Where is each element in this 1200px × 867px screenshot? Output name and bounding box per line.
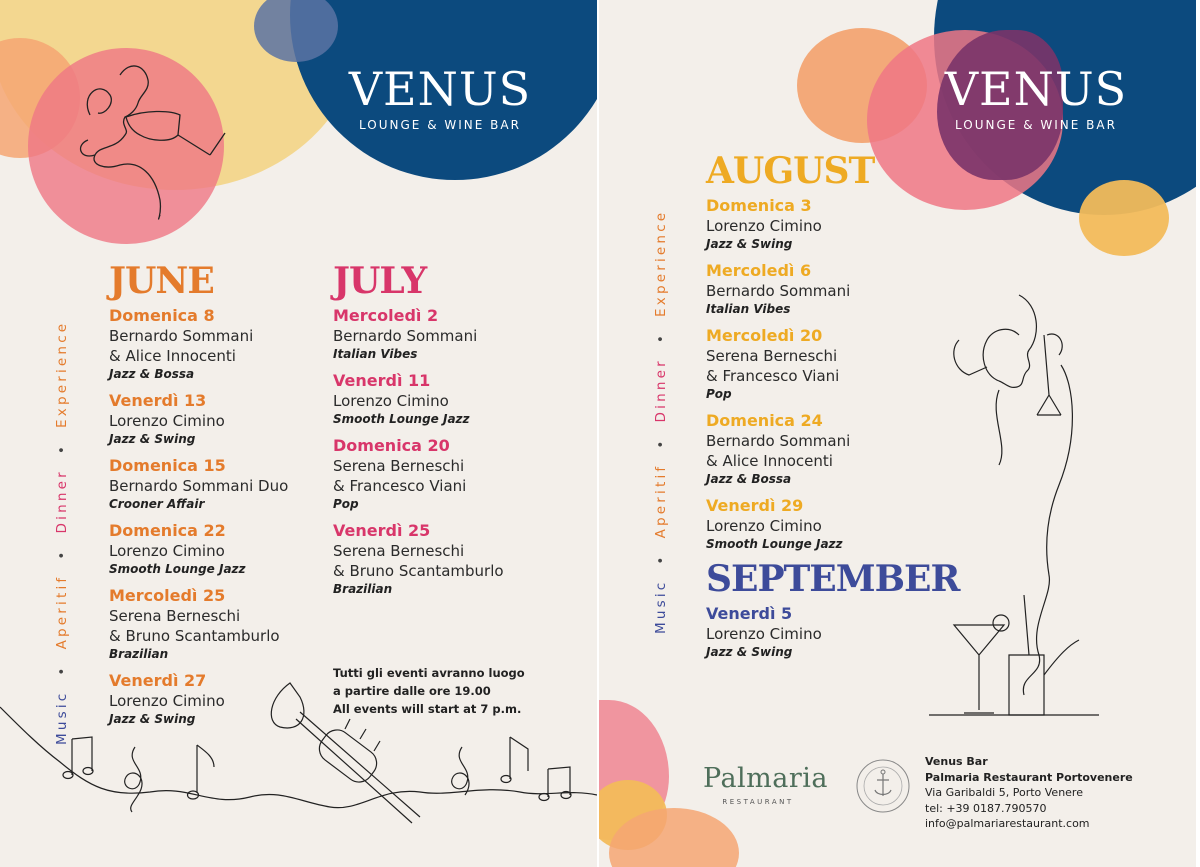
event-artist: Bernardo Sommani — [333, 327, 478, 345]
event-date — [706, 496, 936, 516]
event-day: Venerdì — [706, 604, 776, 623]
event-genre: Jazz & Swing — [109, 712, 196, 726]
event-item — [109, 456, 319, 512]
event-day: Mercoledì — [109, 586, 198, 605]
event-genre: Jazz & Bossa — [706, 472, 792, 486]
note-line-3b: 7 p.m. — [480, 702, 522, 716]
event-date — [333, 371, 563, 391]
tagline-experience: Experience — [653, 209, 669, 317]
contact-phone[interactable]: tel: +39 0187.790570 — [925, 801, 1047, 815]
event-genre: Jazz & Bossa — [109, 367, 195, 381]
event-genre: Brazilian — [109, 647, 169, 661]
event-date — [333, 436, 563, 456]
event-day: Domenica — [706, 411, 795, 430]
event-item — [706, 261, 936, 317]
event-artist: Lorenzo Cimino — [109, 412, 225, 430]
event-artist: & Bruno Scantamburlo — [333, 562, 504, 580]
event-genre: Italian Vibes — [706, 302, 791, 316]
event-day: Venerdì — [706, 496, 776, 515]
month-title-august: AUGUST — [706, 150, 875, 192]
event-day-number: 8 — [203, 306, 215, 325]
event-genre: Jazz & Swing — [706, 645, 793, 659]
palmaria-restaurant-label: RESTAURANT — [722, 798, 794, 806]
event-artist: Serena Berneschi — [333, 457, 465, 475]
event-item — [109, 521, 319, 577]
brand-subtitle: LOUNGE & WINE BAR — [359, 118, 521, 132]
brand-logo — [926, 62, 1146, 132]
event-genre: Jazz & Swing — [109, 432, 196, 446]
event-item — [706, 326, 936, 402]
event-artist: & Alice Innocenti — [109, 347, 236, 365]
event-day-number: 20 — [800, 326, 823, 345]
event-date — [109, 586, 319, 606]
event-day: Mercoledì — [706, 261, 795, 280]
tagline-dinner: Dinner — [653, 358, 669, 423]
contact-email[interactable]: info@palmariarestaurant.com — [925, 817, 1090, 830]
event-artist: Lorenzo Cimino — [706, 217, 822, 235]
event-day-number: 6 — [800, 261, 812, 280]
event-artist: & Francesco Viani — [333, 477, 467, 495]
event-genre: Smooth Lounge Jazz — [333, 412, 470, 426]
month-title-july: JULY — [333, 260, 427, 302]
palmaria-wordmark: Palmaria — [703, 763, 829, 794]
event-artist: Lorenzo Cimino — [706, 517, 822, 535]
event-day: Domenica — [109, 306, 198, 325]
event-artist: Bernardo Sommani — [706, 282, 851, 300]
august-events — [706, 196, 936, 552]
contact-name: Venus Bar — [925, 755, 988, 768]
event-artist: Bernardo Sommani — [109, 327, 254, 345]
event-date — [706, 261, 936, 281]
event-artist: Serena Berneschi — [109, 607, 241, 625]
event-day-number: 29 — [781, 496, 804, 515]
left-page — [0, 0, 597, 867]
event-day-number: 5 — [781, 604, 793, 623]
event-day-number: 15 — [203, 456, 226, 475]
tagline-aperitif: Aperitif — [54, 574, 70, 650]
august-column — [706, 152, 936, 561]
event-day-number: 27 — [184, 671, 207, 690]
event-day-number: 2 — [427, 306, 439, 325]
right-page — [599, 0, 1196, 867]
note-line-1: Tutti gli eventi avranno luogo — [333, 666, 525, 680]
event-genre: Italian Vibes — [333, 347, 418, 361]
event-artist: & Francesco Viani — [706, 367, 840, 385]
contact-info — [925, 754, 1155, 832]
note-line-2b: dalle ore 19.00 — [393, 684, 491, 698]
event-artist: Bernardo Sommani Duo — [109, 477, 289, 495]
vertical-tagline: Music • Aperitif • Dinner • Experience — [653, 209, 669, 634]
event-item — [109, 391, 319, 447]
brand-name: VENUS — [944, 62, 1128, 116]
event-date — [109, 306, 319, 326]
event-item — [706, 496, 936, 552]
event-date — [333, 521, 563, 541]
event-day: Venerdì — [333, 371, 403, 390]
event-item — [706, 196, 936, 252]
event-day-number: 20 — [427, 436, 450, 455]
event-day: Mercoledì — [333, 306, 422, 325]
event-day-number: 25 — [203, 586, 226, 605]
tagline-dinner: Dinner — [54, 469, 70, 534]
event-day-number: 25 — [408, 521, 431, 540]
event-day: Domenica — [706, 196, 795, 215]
event-artist: Lorenzo Cimino — [109, 542, 225, 560]
grand-hotel-seal — [855, 758, 911, 814]
event-item — [109, 586, 319, 662]
brand-name: VENUS — [348, 62, 532, 116]
event-artist: & Alice Innocenti — [706, 452, 833, 470]
tagline-experience: Experience — [54, 320, 70, 428]
event-artist: & Bruno Scantamburlo — [109, 627, 280, 645]
event-day-number: 13 — [184, 391, 207, 410]
brand-logo — [330, 62, 550, 132]
event-day: Domenica — [333, 436, 422, 455]
tagline-music: Music — [653, 579, 669, 634]
contact-restaurant: Palmaria Restaurant Portovenere — [925, 770, 1133, 784]
event-day: Venerdì — [109, 391, 179, 410]
event-date — [109, 521, 319, 541]
july-column — [333, 262, 563, 606]
event-item — [109, 306, 319, 382]
brand-subtitle: LOUNGE & WINE BAR — [955, 118, 1117, 132]
event-artist: Serena Berneschi — [333, 542, 465, 560]
month-title-september: SEPTEMBER — [706, 558, 960, 600]
event-artist: Serena Berneschi — [706, 347, 838, 365]
event-genre: Smooth Lounge Jazz — [109, 562, 246, 576]
june-column — [109, 262, 319, 736]
event-item — [333, 306, 563, 362]
event-genre: Pop — [333, 497, 359, 511]
event-day: Domenica — [109, 521, 198, 540]
face-lineart-illustration — [60, 55, 260, 255]
event-date — [706, 326, 936, 346]
event-genre: Smooth Lounge Jazz — [706, 537, 843, 551]
anchor-icon — [855, 758, 911, 814]
event-item — [333, 371, 563, 427]
event-artist: Lorenzo Cimino — [333, 392, 449, 410]
vertical-tagline: Music • Aperitif • Dinner • Experience — [54, 320, 70, 745]
event-date — [109, 456, 319, 476]
june-events — [109, 306, 319, 727]
note-line-3a: All events will start at — [333, 702, 481, 716]
event-genre: Pop — [706, 387, 732, 401]
event-day: Venerdì — [333, 521, 403, 540]
tagline-music: Music — [54, 690, 70, 745]
event-artist: Lorenzo Cimino — [706, 625, 822, 643]
note-line-2a: a partire — [333, 684, 394, 698]
event-day-number: 22 — [203, 521, 226, 540]
woman-cocktail-lineart-illustration — [929, 295, 1109, 725]
event-date — [706, 411, 936, 431]
event-day: Domenica — [109, 456, 198, 475]
event-artist: Bernardo Sommani — [706, 432, 851, 450]
event-day-number: 11 — [408, 371, 431, 390]
july-events — [333, 306, 563, 597]
event-item — [333, 521, 563, 597]
event-item — [706, 411, 936, 487]
event-date — [333, 306, 563, 326]
event-item — [333, 436, 563, 512]
event-day-number: 24 — [800, 411, 823, 430]
music-notes-trumpet-illustration — [0, 667, 597, 867]
event-date — [706, 196, 936, 216]
yellow-blob — [1079, 180, 1169, 256]
month-title-june: JUNE — [109, 260, 214, 302]
tagline-aperitif: Aperitif — [653, 463, 669, 539]
event-day: Venerdì — [109, 671, 179, 690]
event-genre: Jazz & Swing — [706, 237, 793, 251]
palmaria-logo — [703, 763, 829, 806]
event-artist: Lorenzo Cimino — [109, 692, 225, 710]
event-date — [109, 391, 319, 411]
event-genre: Crooner Affair — [109, 497, 205, 511]
event-day: Mercoledì — [706, 326, 795, 345]
event-genre: Brazilian — [333, 582, 393, 596]
event-day-number: 3 — [800, 196, 812, 215]
contact-address: Via Garibaldi 5, Porto Venere — [925, 786, 1083, 799]
